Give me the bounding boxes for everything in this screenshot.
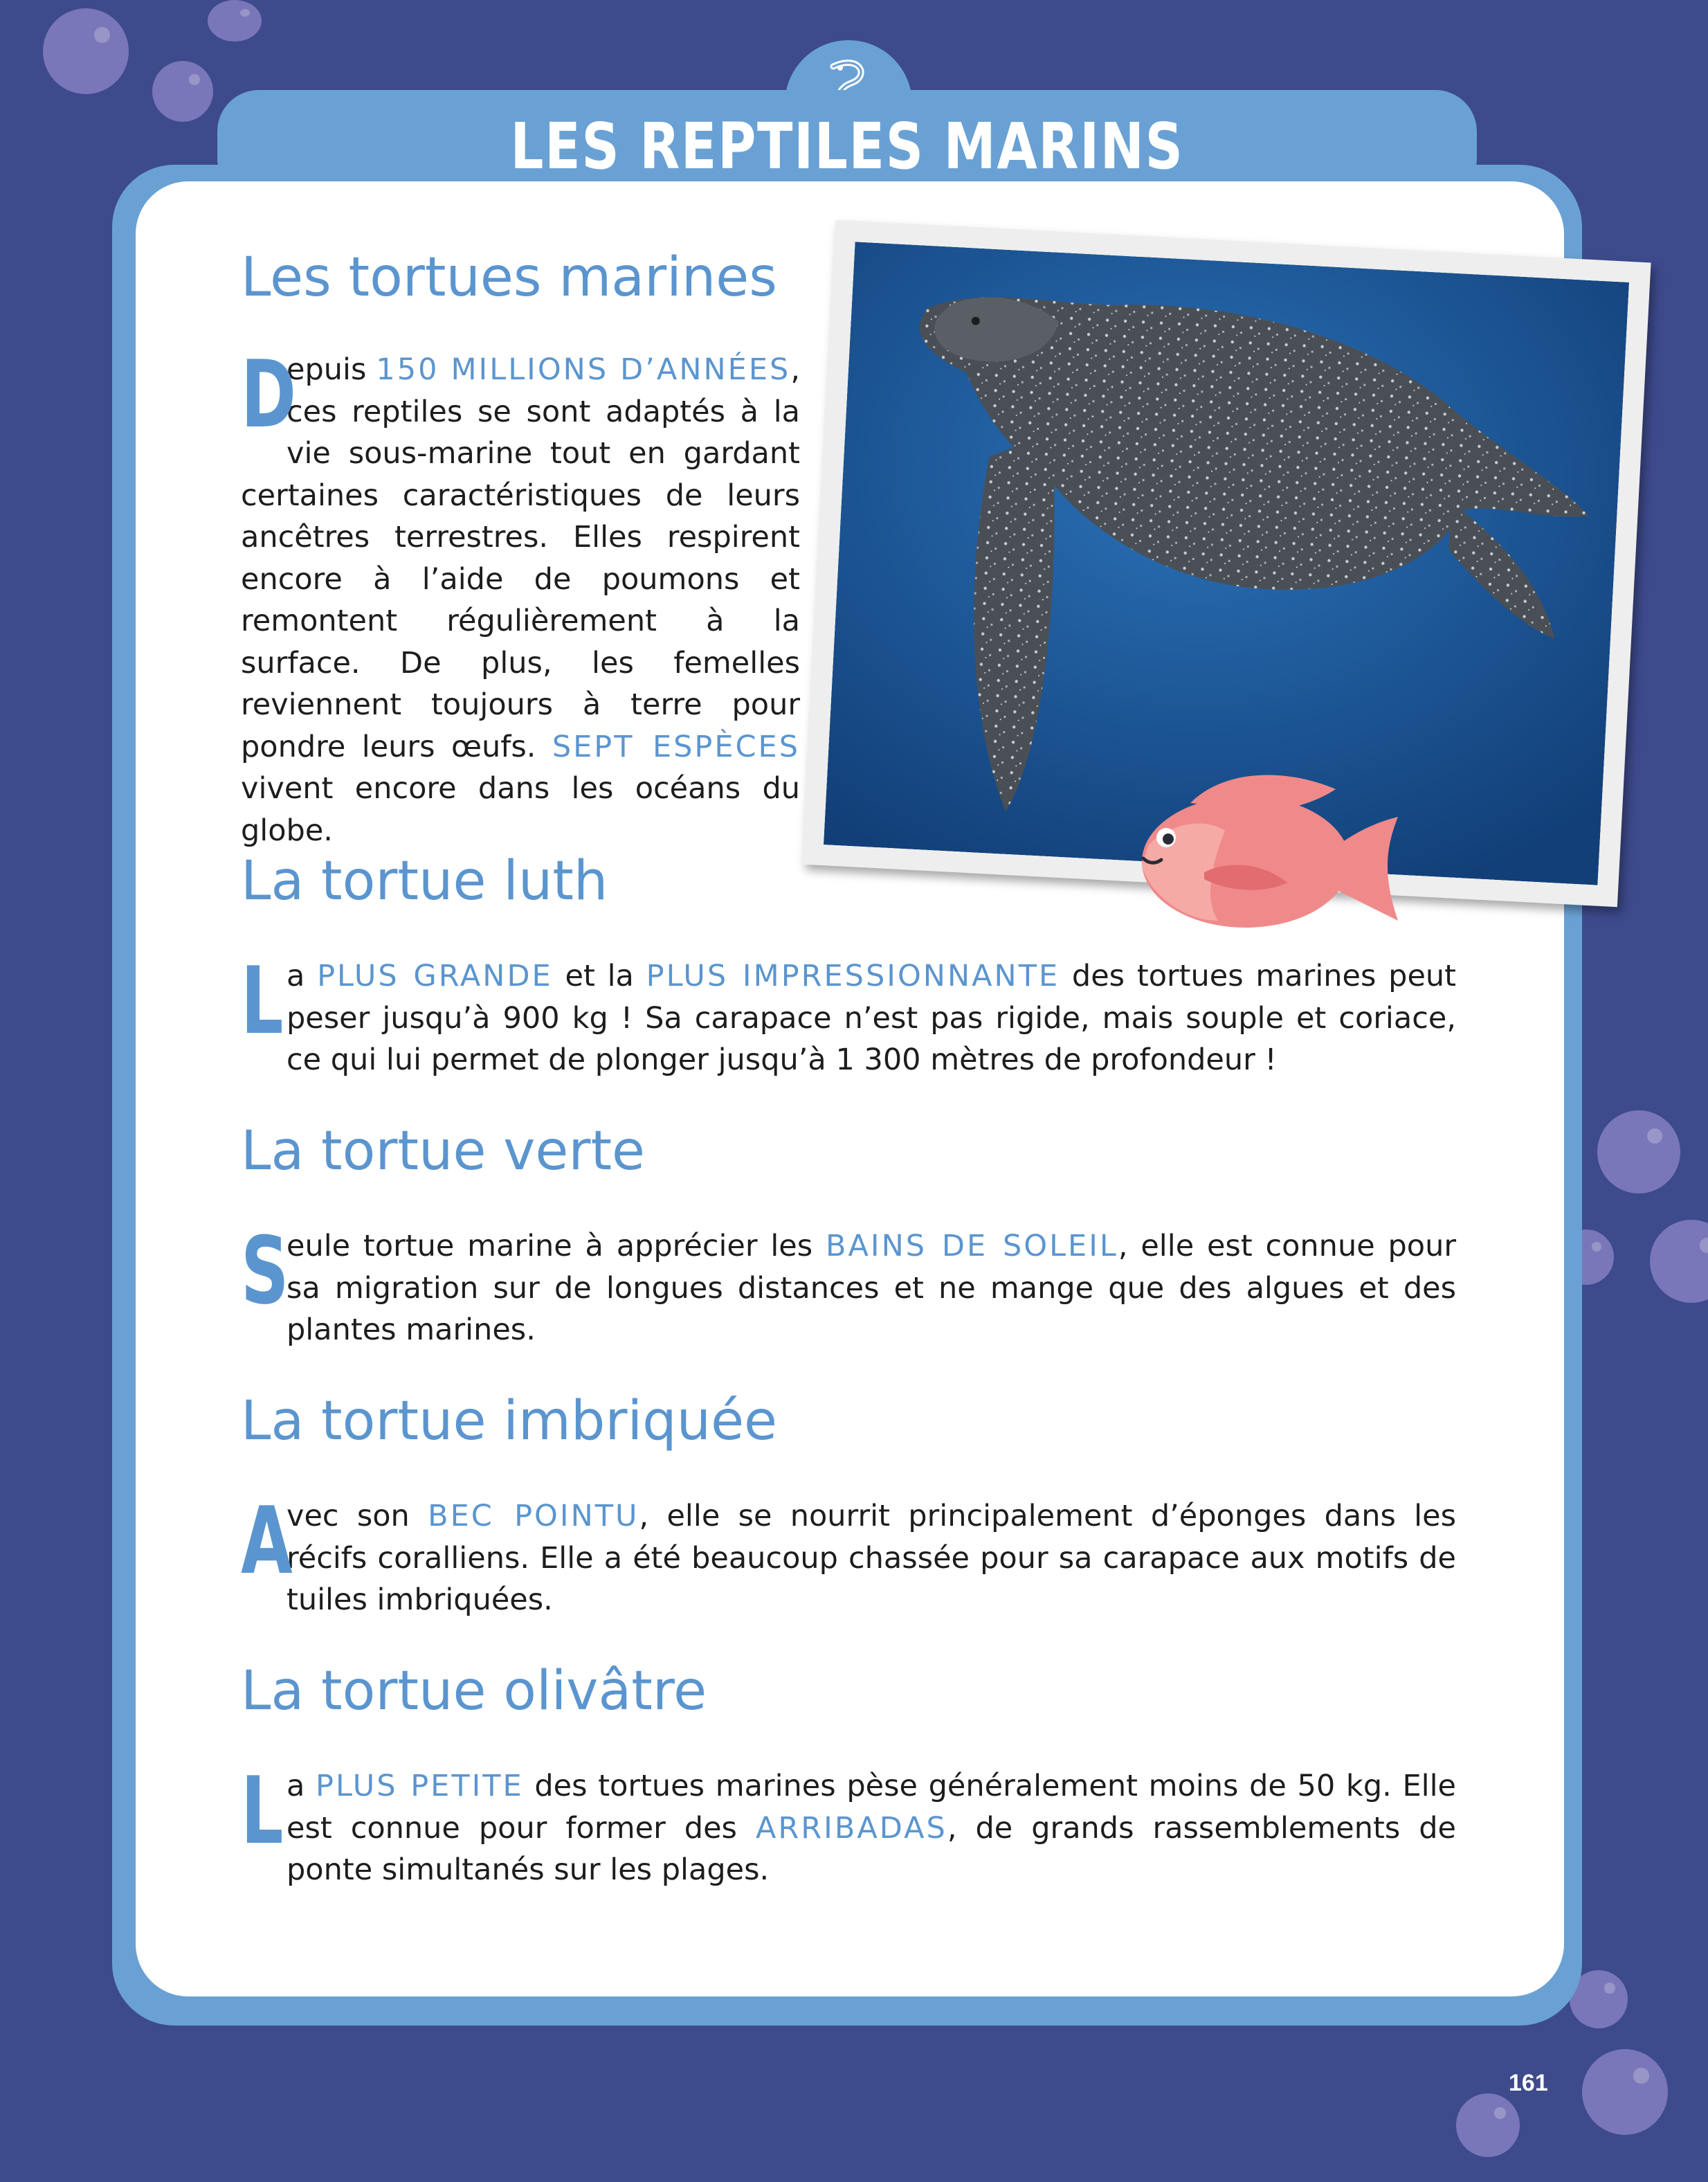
highlight: PLUS IMPRESSIONNANTE xyxy=(646,959,1060,993)
drop-cap: L xyxy=(241,1757,284,1865)
highlight: BEC POINTU xyxy=(428,1499,639,1533)
bubble-decoration xyxy=(1597,1110,1680,1193)
drop-cap: S xyxy=(241,1217,289,1325)
paragraph-tortue-olivatre: La PLUS PETITE des tortues marines pèse généralement moins de 50 kg. Elle est connue pour former des ARRIBADAS, de grands rassemblements de ponte simultanés sur les plages. xyxy=(241,1757,1456,1887)
bubble-decoration xyxy=(1650,1220,1708,1303)
bubble-decoration xyxy=(1456,2093,1520,2157)
section-heading-tortues-marines: Les tortues marines xyxy=(241,246,777,309)
drop-cap: D xyxy=(241,341,297,449)
section-heading-tortue-olivatre: La tortue olivâtre xyxy=(241,1660,707,1722)
highlight: 150 MILLIONS D’ANNÉES xyxy=(376,352,791,387)
paragraph-tortues-marines: D epuis 150 MILLIONS D’ANNÉES, ces reptiles se sont adaptés à la vie sous-marine tout en gardant certaines caractéristiques de leurs ancêtres terrestres. Elles respirent encore à l’aide de poumons et remontent régulièrement à la surface. De plus, les femelles reviennent toujours à terre pour pondre leurs œufs. SEPT ESPÈCES vivent encore dans les océans du globe. xyxy=(241,341,800,848)
bubble-decoration xyxy=(152,61,213,122)
fish-illustration xyxy=(1107,761,1412,955)
drop-cap: A xyxy=(241,1487,293,1595)
highlight: SEPT ESPÈCES xyxy=(552,729,800,764)
bubble-decoration xyxy=(208,0,262,42)
bubble-decoration xyxy=(1582,2049,1668,2135)
drop-cap: L xyxy=(241,947,284,1055)
paragraph-tortue-imbriquee: A vec son BEC POINTU, elle se nourrit principalement d’éponges dans les récifs coralliens. Elle a été beaucoup chassée pour sa carapace aux motifs de tuiles imbriquées. xyxy=(241,1487,1456,1617)
highlight: ARRIBADAS xyxy=(755,1810,947,1846)
page-title: LES REPTILES MARINS xyxy=(510,109,1184,183)
paragraph-tortue-luth: La PLUS GRANDE et la PLUS IMPRESSIONNANTE des tortues marines peut peser jusqu’à 900 kg ! Sa carapace n’est pas rigide, mais souple et coriace, ce qui lui permet de plonger jusqu’à 1 300 mètres de profondeur ! xyxy=(241,947,1457,1077)
section-heading-tortue-imbriquee: La tortue imbriquée xyxy=(241,1390,778,1452)
paragraph-tortue-verte: S eule tortue marine à apprécier les BAINS DE SOLEIL, elle est connue pour sa migration sur de longues distances et ne mange que des algues et des plantes marines. xyxy=(241,1217,1456,1347)
section-heading-tortue-luth: La tortue luth xyxy=(241,850,608,912)
highlight: PLUS PETITE xyxy=(316,1769,524,1803)
section-heading-tortue-verte: La tortue verte xyxy=(241,1120,646,1182)
bubble-decoration xyxy=(43,8,129,94)
highlight: BAINS DE SOLEIL xyxy=(825,1229,1118,1263)
highlight: PLUS GRANDE xyxy=(317,959,553,993)
page-number: 161 xyxy=(1509,2070,1548,2096)
